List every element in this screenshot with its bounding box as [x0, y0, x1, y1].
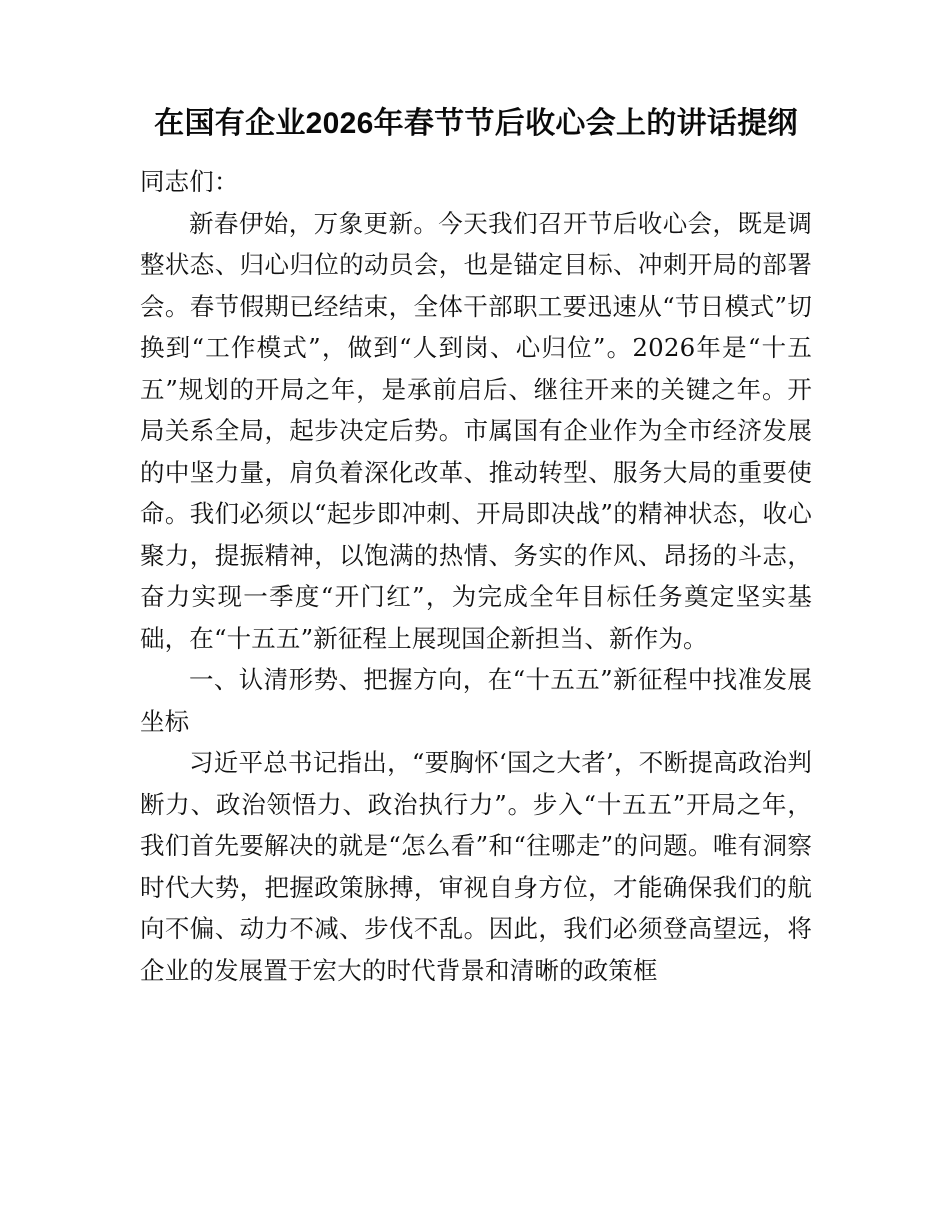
page-title: 在国有企业2026年春节节后收心会上的讲话提纲	[154, 107, 798, 140]
document-content	[140, 96, 812, 991]
section-heading-one: 一、认清形势、把握方向，在“十五五”新征程中找准发展坐标	[140, 665, 812, 736]
salutation: 同志们：	[140, 167, 239, 196]
paragraph-section-one-body: 习近平总书记指出，“要胸怀‘国之大者’，不断提高政治判断力、政治领悟力、政治执行力”。步入“十五五”开局之年，我们首先要解决的就是“怎么看”和“往哪走”的问题。唯有洞察时代大势，把握政策脉搏，审视自身方位，才能确保我们的航向不偏、动力不减、步伐不乱。因此，我们必须登高望远，将企业的发展置于宏大的时代背景和清晰的政策框	[140, 748, 812, 985]
paragraph-opening: 新春伊始，万象更新。今天我们召开节后收心会，既是调整状态、归心归位的动员会，也是锚定目标、冲刺开局的部署会。春节假期已经结束，全体干部职工要迅速从“节日模式”切换到“工作模式”，做到“人到岗、心归位”。2026年是“十五五”规划的开局之年，是承前启后、继往开来的关键之年。开局关系全局，起步决定后势。市属国有企业作为全市经济发展的中坚力量，肩负着深化改革、推动转型、服务大局的重要使命。我们必须以“起步即冲刺、开局即决战”的精神状态，收心聚力，提振精神，以饱满的热情、务实的作风、昂扬的斗志，奋力实现一季度“开门红”，为完成全年目标任务奠定坚实基础，在“十五五”新征程上展现国企新担当、新作为。	[140, 208, 812, 653]
